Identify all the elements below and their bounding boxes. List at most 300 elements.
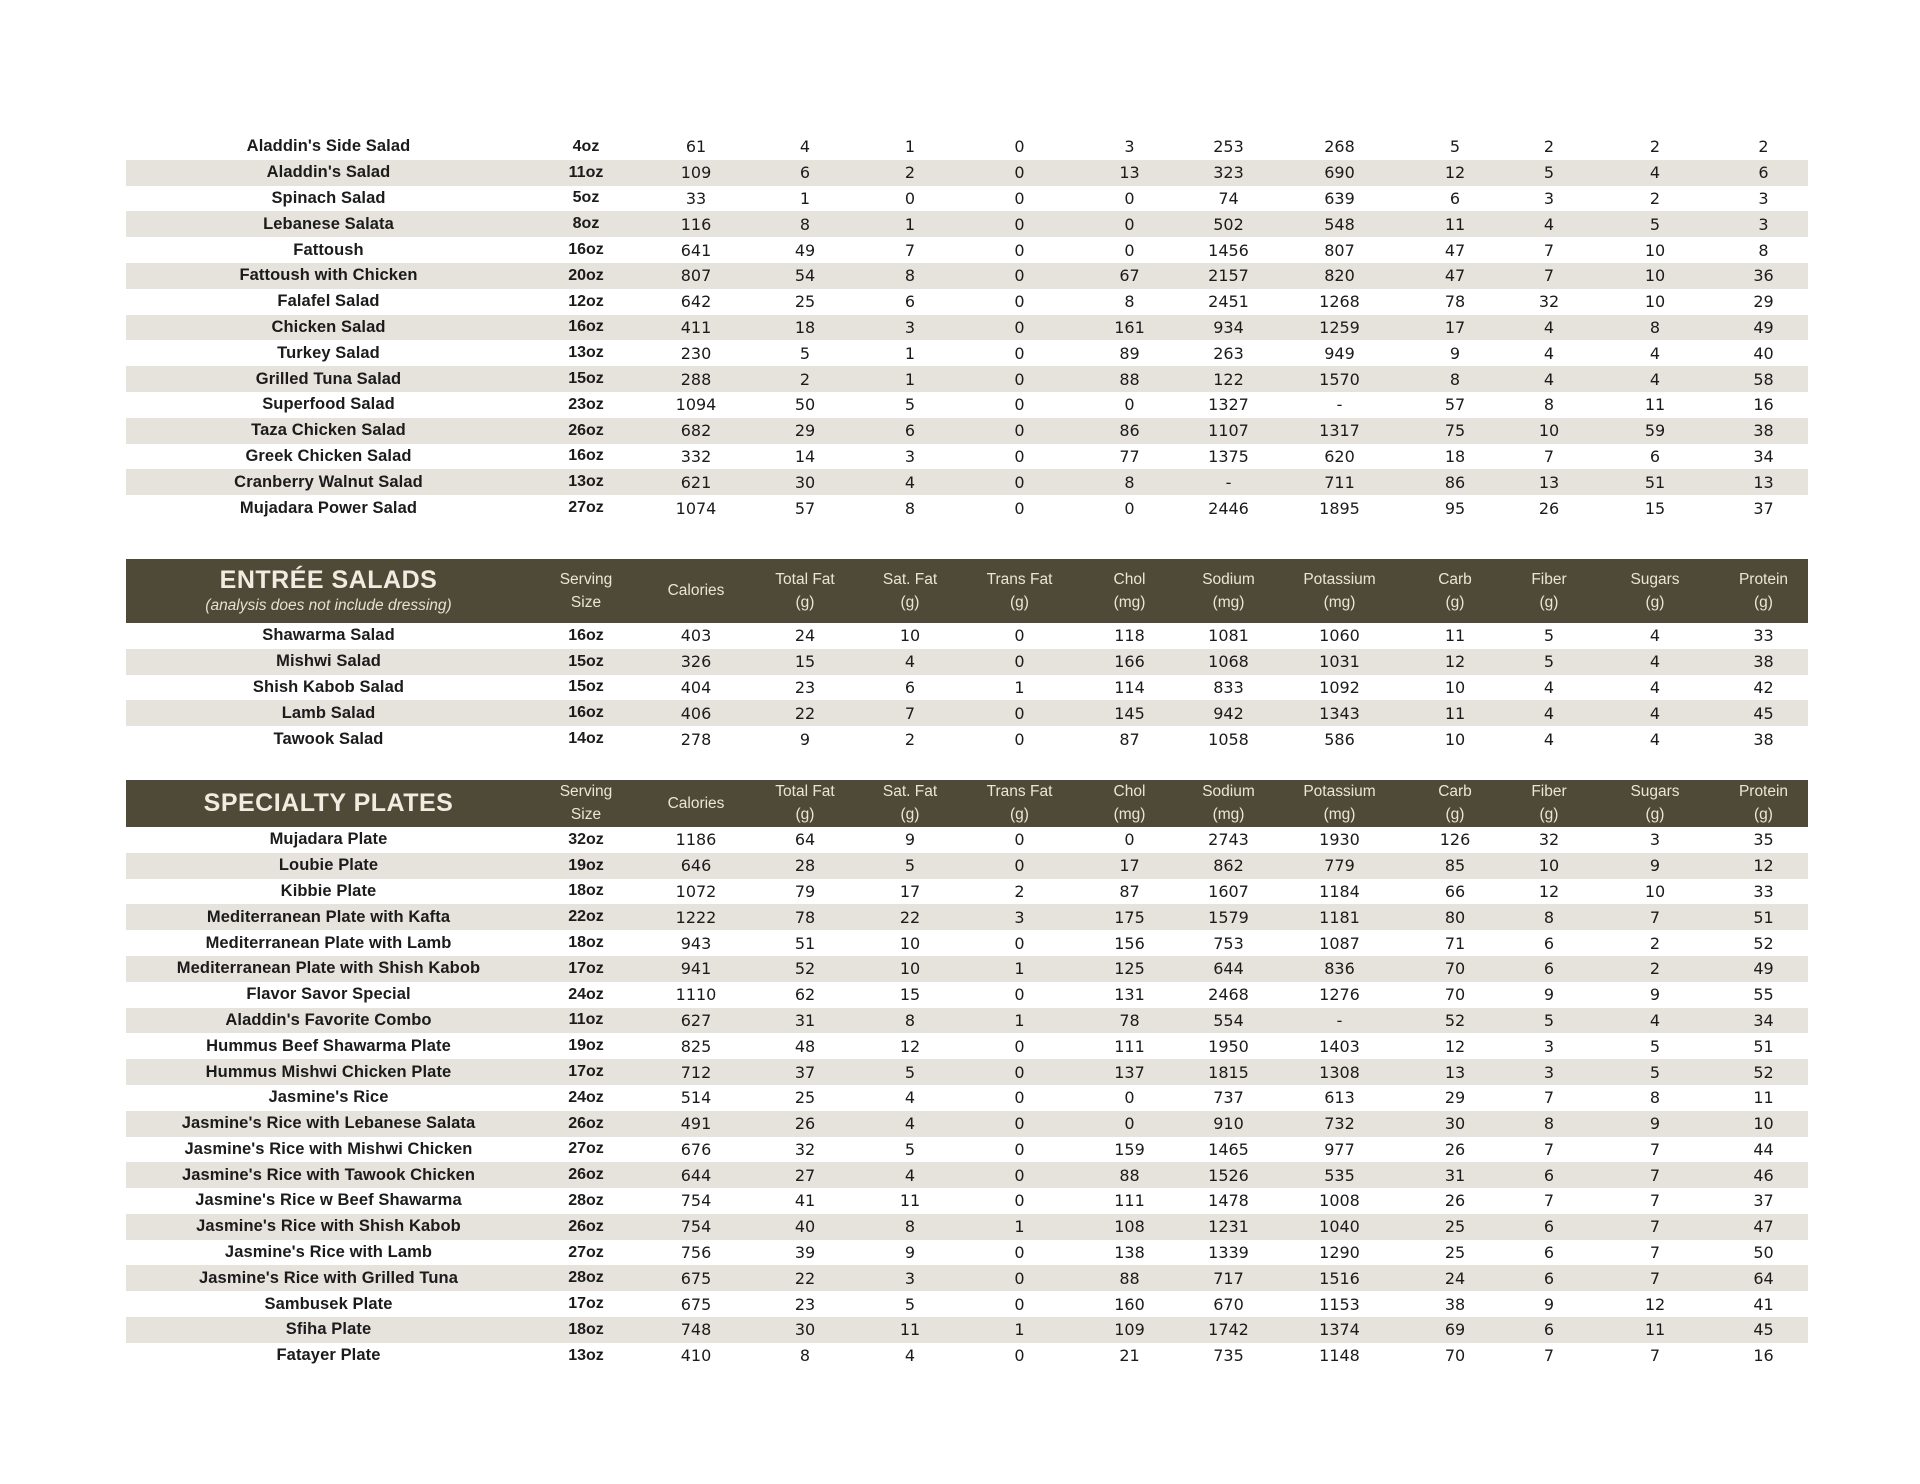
nutrient-value: 4 [799, 137, 811, 157]
nutrient-value: 1087 [1319, 933, 1360, 953]
nutrient-value: 23 [794, 1294, 816, 1314]
table-row [126, 649, 1808, 675]
nutrient-value: 88 [1119, 1165, 1140, 1185]
nutrient-value: 12 [1444, 652, 1466, 672]
nutrient-value: 4 [1543, 703, 1555, 723]
nutrient-value: 3 [1543, 1036, 1555, 1056]
item-name: Cranberry Walnut Salad [234, 472, 423, 491]
nutrient-value: 1068 [1208, 652, 1249, 672]
column-header-label: Calories [667, 794, 725, 812]
nutrient-value: 1259 [1319, 317, 1360, 337]
serving-size: 27oz [568, 499, 604, 517]
nutrient-value: 0 [1014, 472, 1025, 492]
serving-size: 4oz [572, 137, 600, 155]
column-header [1276, 780, 1403, 826]
nutrient-value: 16 [1753, 1346, 1774, 1366]
column-header [641, 579, 751, 602]
nutrient-value: 13 [1119, 163, 1140, 183]
nutrient-value: 11 [1644, 395, 1666, 415]
nutrient-value: 10 [899, 626, 921, 646]
nutrient-value: 66 [1444, 881, 1466, 901]
nutrient-value: 641 [680, 240, 712, 260]
nutrient-value: 7 [1543, 446, 1555, 466]
nutrient-value: 0 [1014, 188, 1025, 208]
nutrient-value: 5 [904, 395, 916, 415]
nutrient-value: 24 [794, 626, 816, 646]
nutrient-value: 0 [1014, 985, 1025, 1005]
nutrient-value: 8 [1649, 1088, 1661, 1108]
nutrient-value: 8 [1758, 240, 1769, 260]
nutrient-value: 51 [794, 933, 816, 953]
item-name: Grilled Tuna Salad [255, 369, 402, 388]
column-header-unit: Size [570, 806, 602, 824]
column-header-label: Sodium [1202, 570, 1255, 588]
nutrient-value: 29 [1444, 1088, 1466, 1108]
nutrient-value: 4 [1649, 163, 1661, 183]
nutrient-value: 820 [1324, 266, 1355, 286]
nutrient-value: 4 [904, 1165, 916, 1185]
nutrient-value: 11 [1444, 214, 1466, 234]
column-header [1276, 568, 1403, 614]
column-header-unit: (mg) [1212, 593, 1245, 611]
table-row [126, 237, 1808, 263]
nutrient-value: 29 [794, 421, 816, 441]
nutrient-value: 6 [1449, 188, 1461, 208]
specialty-plates-table [126, 827, 1808, 1369]
nutrient-value: 0 [1014, 395, 1025, 415]
nutrient-value: 108 [1114, 1217, 1145, 1237]
salads-table [126, 134, 1808, 521]
nutrient-value: 712 [680, 1062, 712, 1082]
nutrient-value: 8 [904, 1217, 916, 1237]
item-name: Fattoush with Chicken [239, 266, 418, 285]
nutrient-value: 4 [1543, 214, 1555, 234]
nutrient-value: 491 [680, 1114, 712, 1134]
column-header [1591, 780, 1719, 826]
nutrient-value: 27 [794, 1165, 816, 1185]
nutrient-value: 7 [1649, 1191, 1661, 1211]
nutrient-value: 47 [1753, 1217, 1774, 1237]
column-header-label: Calories [667, 582, 725, 600]
nutrient-value: 0 [1014, 1243, 1025, 1263]
nutrient-value: 111 [1114, 1036, 1145, 1056]
nutrient-value: 0 [1124, 240, 1135, 260]
serving-size: 23oz [568, 395, 604, 413]
nutrient-value: 332 [680, 446, 712, 466]
nutrient-value: 0 [1124, 1088, 1135, 1108]
serving-size: 11oz [568, 163, 604, 181]
nutrient-value: 2 [904, 163, 916, 183]
nutrient-value: 825 [680, 1036, 712, 1056]
section-title-cell [126, 789, 531, 818]
nutrient-value: 0 [1014, 292, 1025, 312]
nutrient-value: 15 [899, 985, 921, 1005]
item-name: Shish Kabob Salad [252, 677, 405, 696]
serving-size: 20oz [568, 266, 604, 284]
table-row [126, 1343, 1808, 1369]
nutrient-value: 8 [904, 266, 916, 286]
table-row [126, 853, 1808, 879]
serving-size: 16oz [568, 704, 604, 722]
nutrient-value: 74 [1218, 188, 1239, 208]
nutrient-value: 943 [680, 933, 712, 953]
nutrient-value: 1465 [1208, 1139, 1249, 1159]
nutrient-value: 0 [1014, 369, 1025, 389]
nutrient-value: 87 [1119, 729, 1140, 749]
nutrient-value: 2743 [1208, 830, 1249, 850]
nutrient-value: 70 [1444, 959, 1466, 979]
nutrient-value: 403 [680, 626, 712, 646]
nutrient-value: 2 [1758, 137, 1769, 157]
nutrient-value: 26 [1538, 498, 1560, 518]
nutrient-value: 34 [1753, 1010, 1774, 1030]
nutrient-value: 0 [1014, 137, 1025, 157]
nutrient-value: 38 [1753, 652, 1774, 672]
nutrient-value: 8 [1543, 907, 1555, 927]
nutrient-value: 78 [1444, 292, 1466, 312]
serving-size: 13oz [568, 344, 604, 362]
nutrient-value: 5 [1543, 626, 1555, 646]
nutrient-value: 18 [1444, 446, 1466, 466]
section-title-cell [126, 566, 531, 615]
nutrient-value: 45 [1753, 703, 1774, 723]
nutrient-value: 88 [1119, 1268, 1140, 1288]
nutrient-value: 17 [899, 881, 921, 901]
nutrient-value: 59 [1644, 421, 1666, 441]
nutrient-value: 2 [1649, 959, 1661, 979]
nutrient-value: 12 [1444, 163, 1466, 183]
table-row [126, 418, 1808, 444]
nutrient-value: 5 [1543, 1010, 1555, 1030]
nutrient-value: 676 [680, 1139, 712, 1159]
nutrient-value: 5 [904, 1062, 916, 1082]
nutrient-value: 8 [1449, 369, 1461, 389]
nutrient-value: 0 [1014, 830, 1025, 850]
table-row [126, 1214, 1808, 1240]
nutrient-value: 5 [1543, 652, 1555, 672]
nutrient-value: 52 [1753, 933, 1774, 953]
nutrient-value: 4 [1649, 1010, 1661, 1030]
nutrient-value: 1008 [1319, 1191, 1360, 1211]
table-row [126, 623, 1808, 649]
nutrient-value: 2 [1649, 933, 1661, 953]
nutrient-value: 807 [680, 266, 712, 286]
item-name: Spinach Salad [271, 188, 386, 207]
nutrient-value: 55 [1753, 985, 1774, 1005]
nutrient-value: 0 [1124, 214, 1135, 234]
nutrient-value: 4 [904, 1088, 916, 1108]
nutrient-value: 2446 [1208, 498, 1249, 518]
nutrient-value: 1107 [1208, 421, 1249, 441]
nutrient-value: 9 [1649, 856, 1661, 876]
item-name: Mishwi Salad [276, 652, 381, 671]
nutrient-value: 77 [1119, 446, 1140, 466]
nutrient-value: 7 [1543, 1139, 1555, 1159]
nutrient-value: 1 [1014, 959, 1025, 979]
nutrient-value: 0 [1014, 163, 1025, 183]
item-name: Superfood Salad [262, 395, 395, 414]
nutrient-value: 1516 [1319, 1268, 1360, 1288]
nutrient-value: 1276 [1319, 985, 1360, 1005]
specialty-plates-header [126, 780, 1808, 827]
nutrient-value: 137 [1114, 1062, 1145, 1082]
nutrient-value: 33 [1753, 626, 1774, 646]
nutrient-value: 3 [1543, 1062, 1555, 1082]
nutrient-value: 75 [1444, 421, 1466, 441]
table-row [126, 956, 1808, 982]
column-header [1719, 568, 1808, 614]
nutrient-value: 627 [680, 1010, 712, 1030]
nutrient-value: 1327 [1208, 395, 1249, 415]
nutrient-value: 51 [1644, 472, 1666, 492]
column-header-unit: (g) [1010, 806, 1029, 824]
table-row [126, 1317, 1808, 1343]
column-header-unit: (g) [1754, 806, 1773, 824]
nutrient-value: 9 [1543, 985, 1555, 1005]
nutrient-value: 10 [1644, 292, 1666, 312]
nutrient-value: 949 [1324, 343, 1355, 363]
nutrient-value: 1 [799, 188, 811, 208]
nutrient-value: 11 [899, 1191, 921, 1211]
nutrient-value: 7 [1649, 1217, 1661, 1237]
nutrient-value: 620 [1324, 446, 1355, 466]
nutrient-value: 41 [1753, 1294, 1774, 1314]
nutrient-value: 1 [904, 369, 916, 389]
table-row [126, 700, 1808, 726]
table-row [126, 160, 1808, 186]
table-row [126, 1008, 1808, 1034]
column-header-label: Sodium [1202, 783, 1255, 801]
nutrient-value: 5 [1649, 1062, 1661, 1082]
column-header-unit: (g) [1445, 806, 1465, 824]
nutrient-value: 1222 [675, 907, 717, 927]
nutrient-value: 0 [1014, 1346, 1025, 1366]
nutrient-value: 39 [794, 1243, 816, 1263]
nutrient-value: 586 [1324, 729, 1355, 749]
nutrient-value: 64 [1753, 1268, 1774, 1288]
nutrient-value: 23 [794, 677, 816, 697]
nutrient-value: 642 [680, 292, 712, 312]
nutrient-value: 934 [1213, 317, 1244, 337]
nutrient-value: 833 [1213, 677, 1244, 697]
nutrient-value: 7 [1649, 1346, 1661, 1366]
nutrient-value: 910 [1213, 1114, 1244, 1134]
nutrient-value: 78 [1119, 1010, 1140, 1030]
item-name: Fatayer Plate [276, 1346, 381, 1365]
nutrient-value: 49 [794, 240, 816, 260]
item-name: Aladdin's Favorite Combo [225, 1010, 432, 1029]
nutrient-value: 118 [1114, 626, 1145, 646]
nutrient-value: 31 [1444, 1165, 1466, 1185]
nutrient-value: 1950 [1208, 1036, 1249, 1056]
column-header [961, 780, 1078, 826]
nutrient-value: 4 [904, 1346, 916, 1366]
nutrient-value: 5 [1543, 163, 1555, 183]
nutrient-value: 410 [680, 1346, 712, 1366]
nutrient-value: 1607 [1208, 881, 1249, 901]
nutrient-value: 0 [1124, 498, 1135, 518]
nutrient-value: 35 [1753, 830, 1774, 850]
nutrient-value: 4 [1649, 703, 1661, 723]
nutrient-value: 6 [799, 163, 811, 183]
table-row [126, 263, 1808, 289]
nutrient-value: 621 [680, 472, 712, 492]
nutrient-value: 49 [1753, 959, 1774, 979]
nutrient-value: 0 [1014, 1191, 1025, 1211]
nutrient-value: 1074 [675, 498, 717, 518]
nutrient-value: 0 [1014, 1114, 1025, 1134]
nutrient-value: 4 [904, 472, 916, 492]
nutrient-value: 6 [1649, 446, 1661, 466]
column-header-unit: Size [570, 593, 602, 611]
table-row [126, 211, 1808, 237]
nutrient-value: 13 [1538, 472, 1560, 492]
column-header [961, 568, 1078, 614]
nutrient-value: 34 [1753, 446, 1774, 466]
nutrient-value: 2 [799, 369, 811, 389]
nutrient-value: 5 [1649, 1036, 1661, 1056]
nutrient-value: 263 [1213, 343, 1244, 363]
table-row [126, 134, 1808, 160]
nutrient-value: 26 [794, 1114, 816, 1134]
nutrient-value: 977 [1324, 1139, 1355, 1159]
nutrient-value: 0 [1014, 1294, 1025, 1314]
nutrient-value: 4 [904, 652, 916, 672]
serving-size: 15oz [568, 370, 604, 388]
nutrient-value: 1092 [1319, 677, 1360, 697]
serving-size: 16oz [568, 241, 604, 259]
nutrient-value: 1815 [1208, 1062, 1249, 1082]
nutrient-value: 11 [899, 1320, 921, 1340]
nutrient-value: 25 [794, 1088, 816, 1108]
nutrient-value: 10 [1644, 266, 1666, 286]
nutrient-value: 11 [1753, 1088, 1774, 1108]
nutrient-value: 26 [1444, 1191, 1466, 1211]
nutrient-value: 12 [899, 1036, 921, 1056]
item-name: Jasmine's Rice with Mishwi Chicken [184, 1139, 473, 1158]
column-header-label: Total Fat [775, 570, 835, 588]
column-header-label: Chol [1113, 570, 1146, 588]
nutrient-value: 10 [1444, 729, 1466, 749]
nutrient-value: 0 [1014, 729, 1025, 749]
nutrient-value: 748 [680, 1320, 712, 1340]
nutrient-value: 8 [1124, 292, 1135, 312]
nutrient-value: 2 [1649, 137, 1661, 157]
serving-size: 32oz [568, 830, 604, 848]
item-name: Aladdin's Side Salad [246, 137, 411, 156]
table-row [126, 1291, 1808, 1317]
serving-size: 24oz [568, 1088, 604, 1106]
table-row [126, 495, 1808, 521]
nutrient-value: 7 [1649, 1139, 1661, 1159]
nutrient-value: 1231 [1208, 1217, 1249, 1237]
column-header [641, 792, 751, 815]
nutrient-value: 10 [899, 959, 921, 979]
serving-size: 28oz [568, 1191, 604, 1209]
nutrient-value: 404 [680, 677, 712, 697]
item-name: Turkey Salad [277, 343, 380, 362]
serving-size: 16oz [568, 447, 604, 465]
table-row [126, 827, 1808, 853]
entree-salads-header [126, 559, 1808, 623]
column-header-unit: (g) [900, 806, 920, 824]
nutrient-value: 70 [1444, 1346, 1466, 1366]
nutrient-value: 29 [1753, 292, 1774, 312]
nutrient-value: 5 [904, 1139, 916, 1159]
nutrient-value: 1 [904, 343, 916, 363]
serving-size: 26oz [568, 1114, 604, 1132]
nutrient-value: 3 [904, 446, 916, 466]
item-name: Chicken Salad [271, 317, 386, 336]
column-header-unit: (g) [795, 593, 815, 611]
nutrient-value: 10 [1444, 677, 1466, 697]
serving-size: 27oz [568, 1140, 604, 1158]
nutrient-value: 80 [1444, 907, 1466, 927]
nutrient-value: 6 [1543, 1165, 1555, 1185]
nutrient-value: 9 [799, 729, 811, 749]
nutrient-value: - [1336, 1010, 1343, 1030]
nutrient-value: 1742 [1208, 1320, 1249, 1340]
nutrient-value: 7 [1649, 1243, 1661, 1263]
nutrient-value: 32 [1538, 292, 1560, 312]
item-name: Jasmine's Rice with Lebanese Salata [181, 1114, 476, 1133]
nutrient-value: 1081 [1208, 626, 1249, 646]
nutrient-value: 670 [1213, 1294, 1244, 1314]
nutrient-value: 156 [1114, 933, 1145, 953]
serving-size: 26oz [568, 1217, 604, 1235]
column-header-label: Sat. Fat [882, 783, 938, 801]
nutrient-value: 45 [1753, 1320, 1774, 1340]
table-row [126, 1240, 1808, 1266]
item-name: Aladdin's Salad [266, 163, 391, 182]
nutrient-value: 0 [1014, 240, 1025, 260]
nutrient-value: 0 [1124, 395, 1135, 415]
nutrient-value: 554 [1213, 1010, 1244, 1030]
serving-size: 17oz [568, 959, 604, 977]
nutrient-value: 6 [904, 292, 916, 312]
nutrient-value: 0 [1124, 830, 1135, 850]
serving-size: 13oz [568, 1346, 604, 1364]
column-header-label: Trans Fat [986, 783, 1053, 801]
nutrient-value: 4 [1649, 729, 1661, 749]
item-name: Mediterranean Plate with Kafta [206, 907, 451, 926]
nutrient-value: 70 [1444, 985, 1466, 1005]
nutrient-value: 779 [1324, 856, 1355, 876]
nutrient-value: 6 [1543, 1217, 1555, 1237]
nutrient-value: 88 [1119, 369, 1140, 389]
nutrient-value: 145 [1114, 703, 1145, 723]
nutrient-value: 1930 [1319, 830, 1360, 850]
column-header-unit: (g) [1645, 806, 1665, 824]
nutrient-value: 644 [1213, 959, 1244, 979]
serving-size: 18oz [568, 934, 604, 952]
nutrient-value: 5 [904, 856, 916, 876]
nutrient-value: 9 [1649, 985, 1661, 1005]
nutrient-value: 0 [1014, 317, 1025, 337]
nutrient-value: 4 [1543, 369, 1555, 389]
nutrient-value: 711 [1324, 472, 1355, 492]
item-name: Jasmine's Rice w Beef Shawarma [195, 1191, 462, 1210]
nutrient-value: 6 [1543, 933, 1555, 953]
nutrient-value: 735 [1213, 1346, 1244, 1366]
nutrient-value: 3 [904, 317, 916, 337]
serving-size: 8oz [572, 215, 600, 233]
nutrient-value: 69 [1444, 1320, 1466, 1340]
nutrient-value: 87 [1119, 881, 1140, 901]
nutrient-value: 26 [1444, 1139, 1466, 1159]
column-header [1078, 780, 1181, 826]
nutrient-value: 138 [1114, 1243, 1145, 1263]
